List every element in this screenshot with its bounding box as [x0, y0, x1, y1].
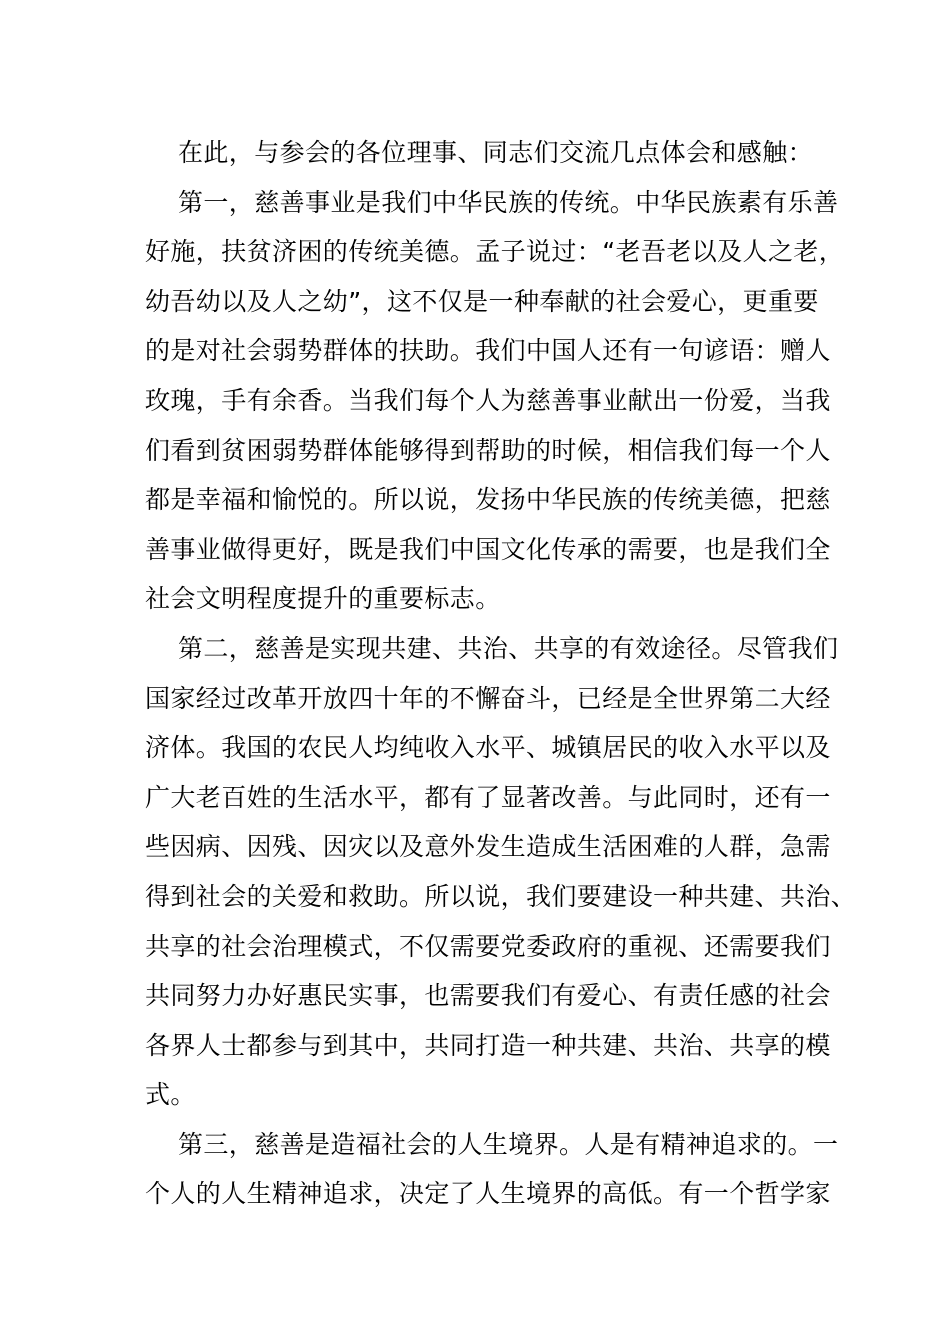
- paragraph-2-line-7: 共享的社会治理模式，不仅需要党委政府的重视、还需要我们: [145, 931, 831, 961]
- paragraph-1-line-9: 社会文明程度提升的重要标志。: [145, 584, 501, 614]
- paragraph-2-line-6: 得到社会的关爱和救助。所以说，我们要建设一种共建、共治、: [145, 881, 857, 911]
- paragraph-2-line-1: 第二，慈善是实现共建、共治、共享的有效途径。尽管我们: [178, 633, 839, 663]
- paragraph-1-line-8: 善事业做得更好，既是我们中国文化传承的需要，也是我们全: [145, 534, 831, 564]
- paragraph-2-line-4: 广大老百姓的生活水平，都有了显著改善。与此同时，还有一: [145, 782, 831, 812]
- paragraph-2-line-10: 式。: [145, 1080, 196, 1110]
- paragraph-3-line-2: 个人的人生精神追求，决定了人生境界的高低。有一个哲学家: [145, 1179, 831, 1209]
- paragraph-1-line-2: 好施，扶贫济困的传统美德。孟子说过：“老吾老以及人之老，: [145, 237, 845, 267]
- paragraph-2-line-8: 共同努力办好惠民实事，也需要我们有爱心、有责任感的社会: [145, 981, 831, 1011]
- paragraph-1-line-1: 第一，慈善事业是我们中华民族的传统。中华民族素有乐善: [178, 187, 839, 217]
- paragraph-2-line-5: 些因病、因残、因灾以及意外发生造成生活困难的人群，急需: [145, 832, 831, 862]
- paragraph-1-line-5: 玫瑰，手有余香。当我们每个人为慈善事业献出一份爱，当我: [145, 385, 831, 415]
- paragraph-1-line-4: 的是对社会弱势群体的扶助。我们中国人还有一句谚语：赠人: [145, 336, 831, 366]
- paragraph-2-line-2: 国家经过改革开放四十年的不懈奋斗，已经是全世界第二大经: [145, 683, 831, 713]
- document-body: [145, 128, 857, 1219]
- paragraph-3-line-1: 第三，慈善是造福社会的人生境界。人是有精神追求的。一: [178, 1129, 839, 1159]
- paragraph-2-line-3: 济体。我国的农民人均纯收入水平、城镇居民的收入水平以及: [145, 733, 831, 763]
- paragraph-1-line-3: 幼吾幼以及人之幼”，这不仅是一种奉献的社会爱心，更重要: [145, 286, 819, 316]
- paragraph-1-line-7: 都是幸福和愉悦的。所以说，发扬中华民族的传统美德，把慈: [145, 485, 831, 515]
- intro-line: 在此，与参会的各位理事、同志们交流几点体会和感触：: [178, 138, 814, 167]
- paragraph-1-line-6: 们看到贫困弱势群体能够得到帮助的时候，相信我们每一个人: [145, 435, 831, 465]
- paragraph-2-line-9: 各界人士都参与到其中，共同打造一种共建、共治、共享的模: [145, 1030, 831, 1060]
